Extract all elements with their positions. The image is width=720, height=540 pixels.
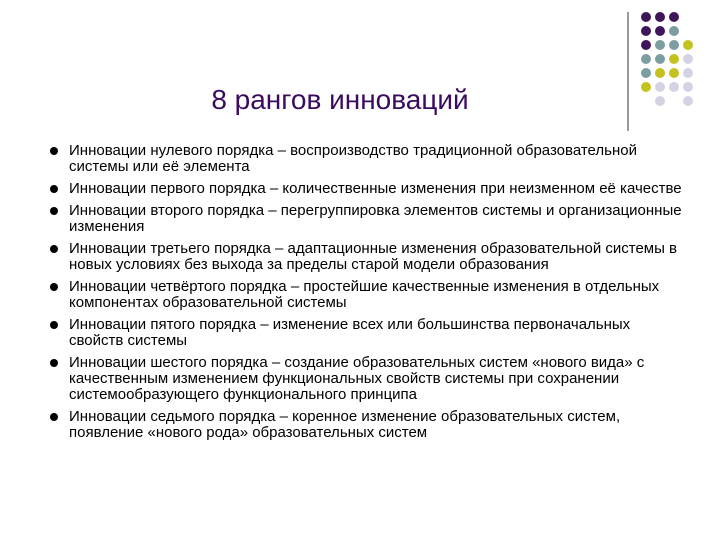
list-item-text: Инновации третьего порядка – адаптационные изменения образовательной системы в новых условиях без выхода за пределы старой модели образования <box>69 240 678 273</box>
bullet-icon <box>50 413 58 421</box>
list-item <box>48 143 688 175</box>
list-item-text: Инновации пятого порядка – изменение всех или большинства первоначальных свойств системы <box>69 316 631 349</box>
list-item <box>48 181 688 197</box>
list-item-text: Инновации седьмого порядка – коренное изменение образовательных систем, появление «нового рода» образовательных систем <box>69 408 621 441</box>
list-item <box>48 409 688 441</box>
decoration-dot <box>669 12 679 22</box>
list-item <box>48 203 688 235</box>
decoration-dot <box>683 54 693 64</box>
decoration-dot <box>669 40 679 50</box>
decoration-dot <box>655 96 665 106</box>
decoration-dot <box>683 40 693 50</box>
list-item-text: Инновации второго порядка – перегруппировка элементов системы и организационные изменения <box>69 202 682 235</box>
decoration-dot <box>655 54 665 64</box>
bullet-icon <box>50 359 58 367</box>
list-item-text: Инновации шестого порядка – создание образовательных систем «нового вида» с качественным изменением функциональных свойств системы при сохранении системообразующего функционального принципа <box>69 354 645 403</box>
decoration-dot <box>669 54 679 64</box>
list-item <box>48 279 688 311</box>
decoration-dot <box>669 26 679 36</box>
bullet-icon <box>50 185 58 193</box>
decoration-dot <box>655 12 665 22</box>
bullet-icon <box>50 207 58 215</box>
decoration-dot <box>641 26 651 36</box>
decoration-dot <box>669 68 679 78</box>
slide-title: 8 рангов инноваций <box>211 84 469 115</box>
bullet-icon <box>50 321 58 329</box>
list-item <box>48 317 688 349</box>
bullet-icon <box>50 245 58 253</box>
bullet-list <box>48 143 688 447</box>
decoration-dot <box>641 12 651 22</box>
decoration-dot <box>641 40 651 50</box>
vertical-divider <box>627 12 629 131</box>
decoration-dot <box>655 26 665 36</box>
decoration-dot <box>683 96 693 106</box>
bullet-icon <box>50 147 58 155</box>
decoration-dot <box>655 82 665 92</box>
decoration-dot <box>669 82 679 92</box>
decoration-dot <box>683 68 693 78</box>
dot-grid-decoration <box>639 11 719 121</box>
decoration-dot <box>655 68 665 78</box>
list-item-text: Инновации нулевого порядка – воспроизводство традиционной образовательной системы или её элемента <box>69 142 637 175</box>
decoration-dot <box>641 54 651 64</box>
decoration-dot <box>641 82 651 92</box>
list-item <box>48 355 688 403</box>
bullet-icon <box>50 283 58 291</box>
decoration-dot <box>641 68 651 78</box>
decoration-dot <box>683 82 693 92</box>
decoration-dot <box>655 40 665 50</box>
list-item <box>48 241 688 273</box>
list-item-text: Инновации четвёртого порядка – простейшие качественные изменения в отдельных компонентах образовательной системы <box>69 278 660 311</box>
list-item-text: Инновации первого порядка – количественные изменения при неизменном её качестве <box>69 180 682 197</box>
